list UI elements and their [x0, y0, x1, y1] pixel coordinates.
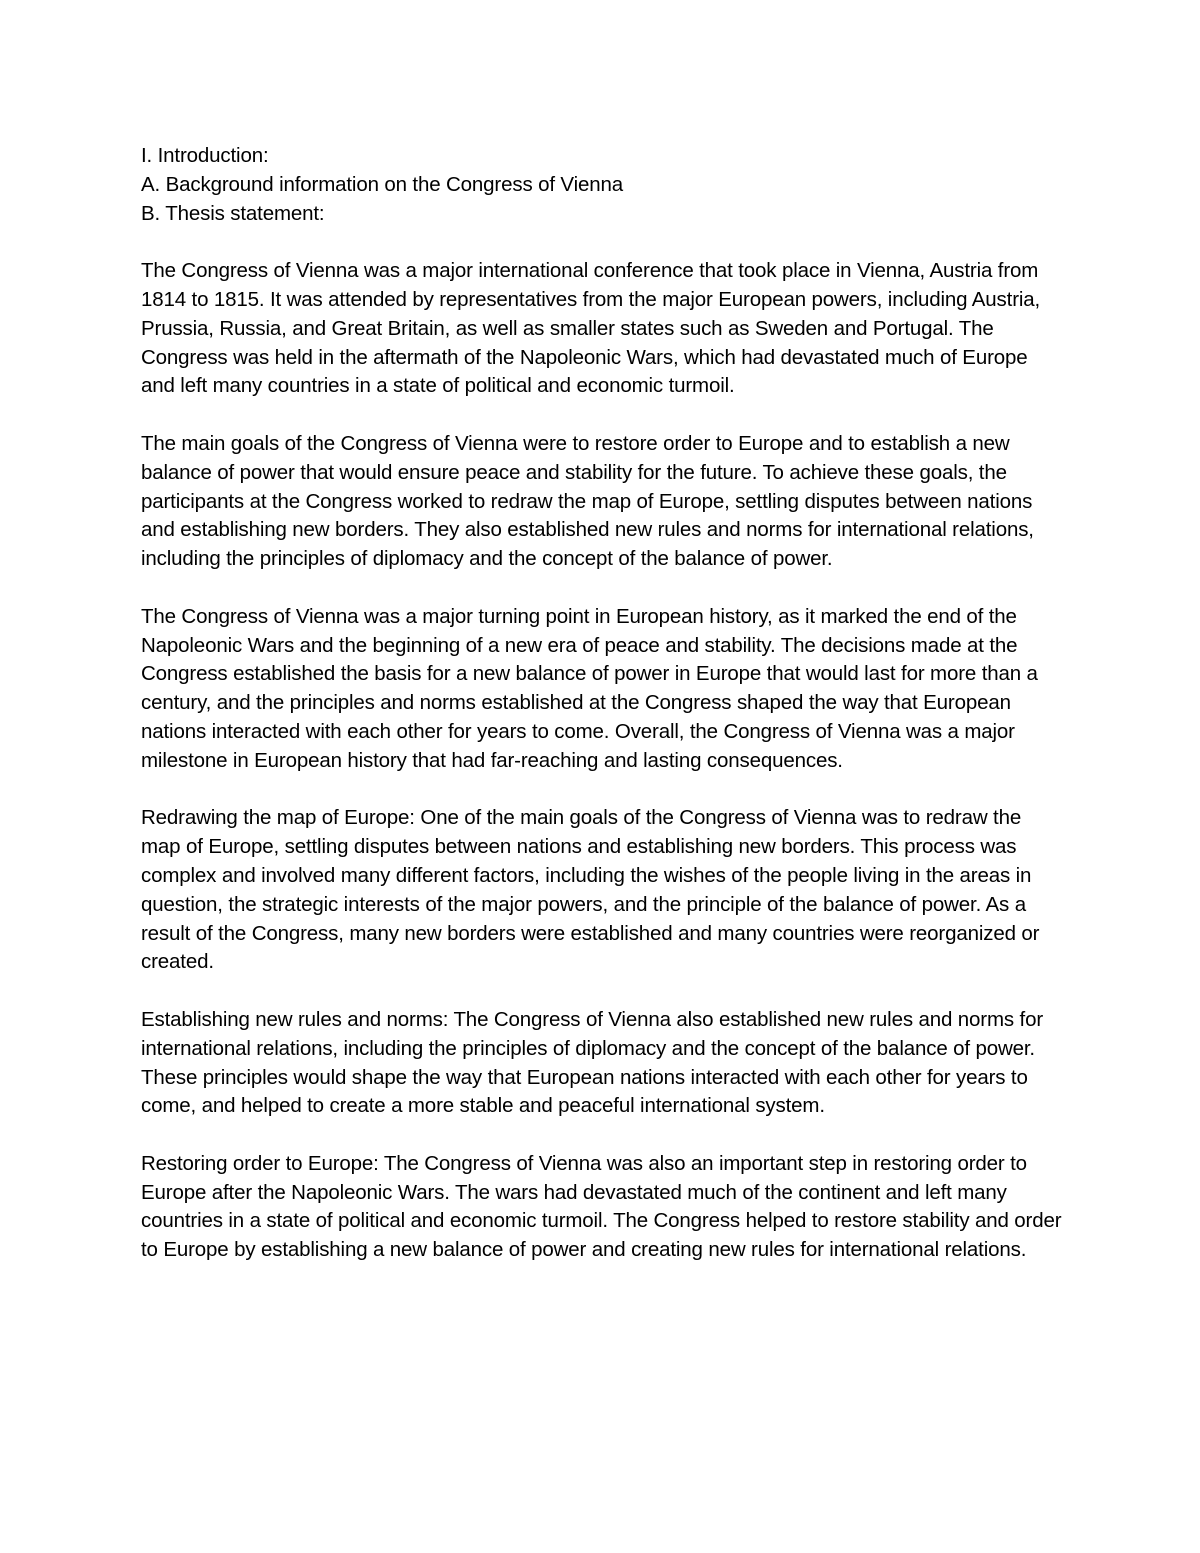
- paragraph-main-goals: The main goals of the Congress of Vienna were to restore order to Europe and to establish a new balance of power that would ensure peace and stability for the future. To achieve these goals, the participants at the Congress worked to redraw the map of Europe, settling disputes between nations and establishing new borders. They also established new rules and norms for international relations, including the principles of diplomacy and the concept of the balance of power.: [141, 431, 1034, 571]
- paragraph-background: The Congress of Vienna was a major international conference that took place in Vienna, Austria from 1814 to 1815. It was attended by representatives from the major European powers, including Austria, Prussia, Russia, and Great Britain, as well as smaller states such as Sweden and Portugal. The Congress was held in the aftermath of the Napoleonic Wars, which had devastated much of Europe and left many countries in a state of political and economic turmoil.: [141, 259, 1041, 398]
- outline-item-a: A. Background information on the Congress of Vienna: [141, 172, 623, 196]
- paragraph-redrawing-map: Redrawing the map of Europe: One of the main goals of the Congress of Vienna was to redraw the map of Europe, settling disputes between nations and establishing new borders. This process was complex and involved many different factors, including the wishes of the people living in the areas in question, the strategic interests of the major powers, and the principle of the balance of power. As a result of the Congress, many new borders were established and many countries were reorganized or created.: [141, 806, 1040, 974]
- document-body: [141, 142, 1066, 1265]
- outline: [141, 142, 1066, 228]
- outline-item-b: B. Thesis statement:: [141, 201, 325, 225]
- paragraph-rules-norms: Establishing new rules and norms: The Congress of Vienna also established new rules and norms for international relations, including the principles of diplomacy and the concept of the balance of power. These principles would shape the way that European nations interacted with each other for years to come, and helped to create a more stable and peaceful international system.: [141, 1007, 1044, 1118]
- paragraph-turning-point: The Congress of Vienna was a major turning point in European history, as it marked the end of the Napoleonic Wars and the beginning of a new era of peace and stability. The decisions made at the Congress established the basis for a new balance of power in Europe that would last for more than a century, and the principles and norms established at the Congress shaped the way that European nations interacted with each other for years to come. Overall, the Congress of Vienna was a major milestone in European history that had far-reaching and lasting consequences.: [141, 604, 1038, 772]
- outline-heading: I. Introduction:: [141, 144, 269, 167]
- paragraph-restoring-order: Restoring order to Europe: The Congress of Vienna was also an important step in restoring order to Europe after the Napoleonic Wars. The wars had devastated much of the continent and left many countries in a state of political and economic turmoil. The Congress helped to restore stability and order to Europe by establishing a new balance of power and creating new rules for international relations.: [141, 1151, 1062, 1262]
